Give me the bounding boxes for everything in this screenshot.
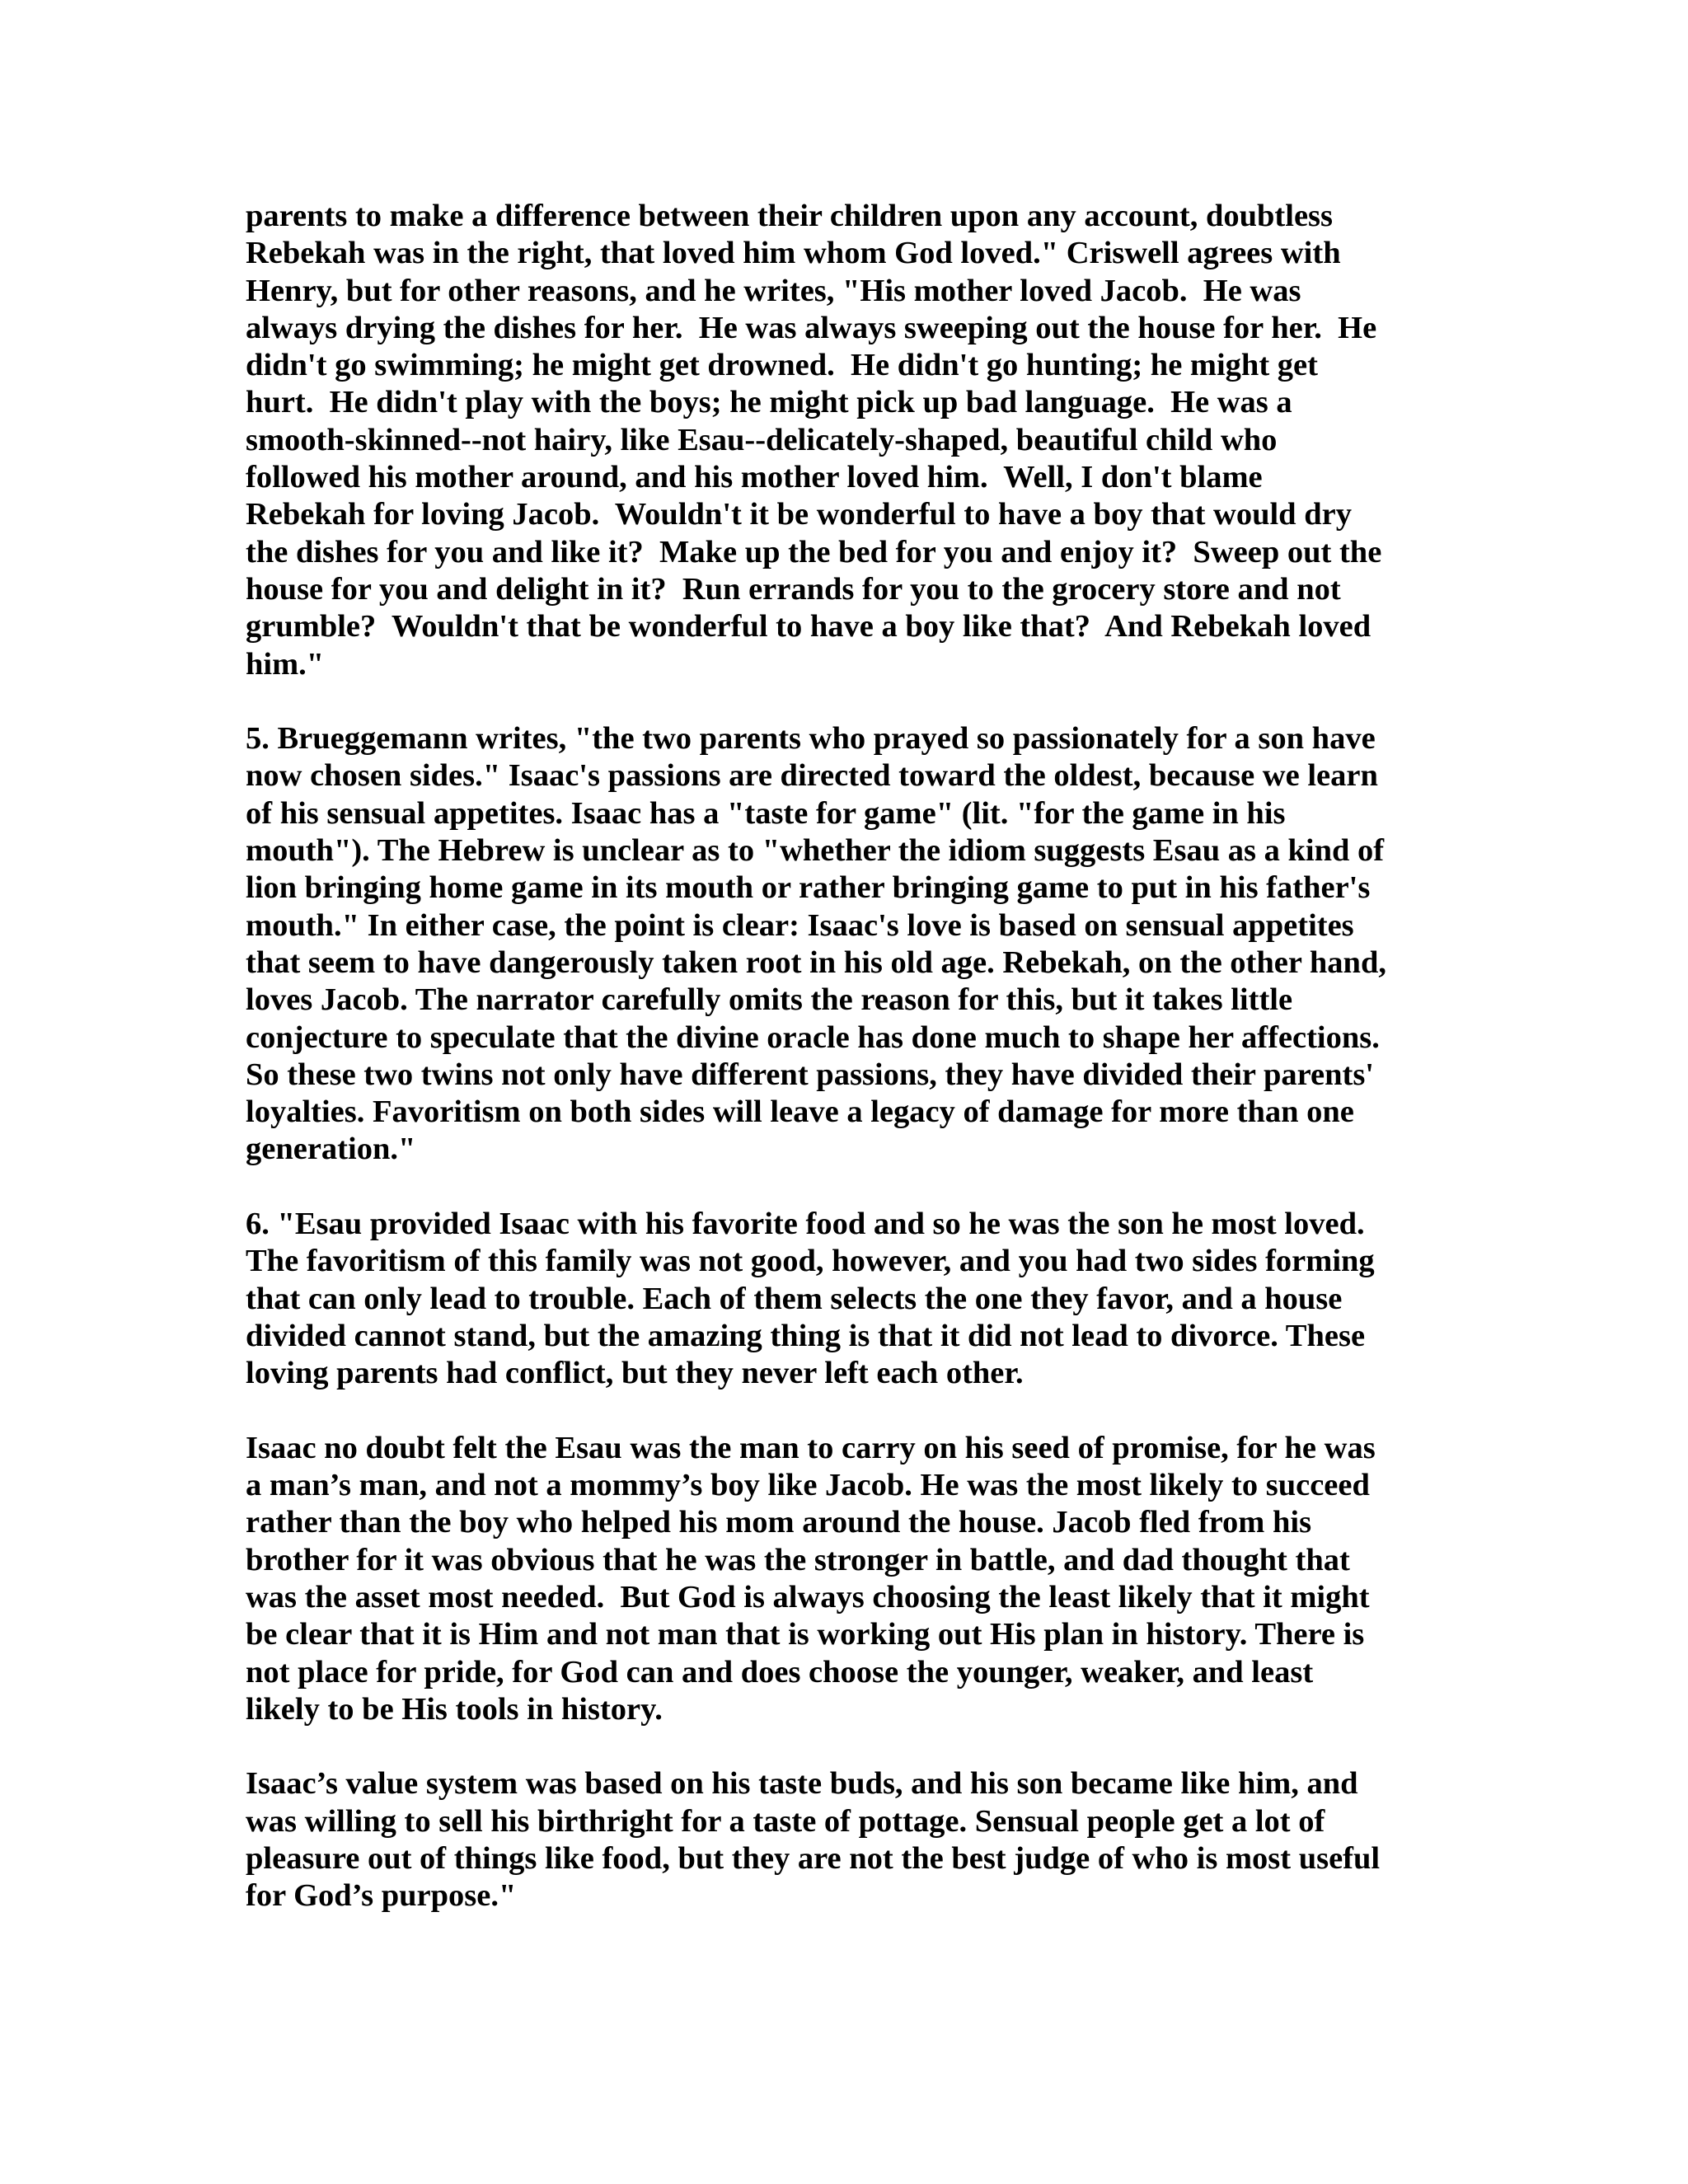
paragraph-note-5: 5. Brueggemann writes, "the two parents who prayed so passionately for a son have now chosen sides." Isaac's passions are directed toward the oldest, because we learn of his sensual appetites. Isaac has a "taste for game" (lit. "for the game in his mouth"). The Hebrew is unclear as to "whether the idiom suggests Esau as a kind of lion bringing home game in its mouth or rather bringing game to put in his father's mouth." In either case, the point is clear: Isaac's love is based on sensual appetites that seem to have dangerously taken root in his old age. Rebekah, on the other hand, loves Jacob. The narrator carefully omits the reason for this, but it takes little conjecture to speculate that the divine oracle has done much to shape her affections. So these two twins not only have different passions, they have divided their parents' loyalties. Favoritism on both sides will leave a legacy of damage for more than one generation." [246, 721, 1386, 1167]
paragraph-criswell-quote: parents to make a difference between their children upon any account, doubtless Rebekah was in the right, that loved him whom God loved." Criswell agrees with Henry, but for other reasons, and he writes, "His mother loved Jacob. He was always drying the dishes for her. He was always sweeping out the house for her. He didn't go swimming; he might get drowned. He didn't go hunting; he might get hurt. He didn't play with the boys; he might pick up bad language. He was a smooth-skinned--not hairy, like Esau--delicately-shaped, beautiful child who followed his mother around, and his mother loved him. Well, I don't blame Rebekah for loving Jacob. Wouldn't it be wonderful to have a boy that would dry the dishes for you and like it? Make up the bed for you and enjoy it? Sweep out the house for you and delight in it? Run errands for you to the grocery store and not grumble? Wouldn't that be wonderful to have a boy like that? And Rebekah loved him." [246, 199, 1382, 682]
paragraph-isaac-value-system: Isaac’s value system was based on his taste buds, and his son became like him, and was willing to sell his birthright for a taste of pottage. Sensual people get a lot of pleasure out of things like food, but they are not the best judge of who is most useful for God’s purpose." [246, 1766, 1381, 1914]
paragraph-note-6: 6. "Esau provided Isaac with his favorite food and so he was the son he most loved. The favoritism of this family was not good, however, and you had two sides forming that can only lead to trouble. Each of them selects the one they favor, and a house divided cannot stand, but the amazing thing is that it did not lead to divorce. These loving parents had conflict, but they never left each other. [246, 1207, 1375, 1391]
document-page [246, 198, 1457, 1915]
paragraph-isaac-esau: Isaac no doubt felt the Esau was the man to carry on his seed of promise, for he was a man’s man, and not a mommy’s boy like Jacob. He was the most likely to succeed rather than the boy who helped his mom around the house. Jacob fled from his brother for it was obvious that he was the stronger in battle, and dad thought that was the asset most needed. But God is always choosing the least likely that it might be clear that it is Him and not man that is working out His plan in history. There is not place for pride, for God can and does choose the younger, weaker, and least likely to be His tools in history. [246, 1430, 1376, 1727]
